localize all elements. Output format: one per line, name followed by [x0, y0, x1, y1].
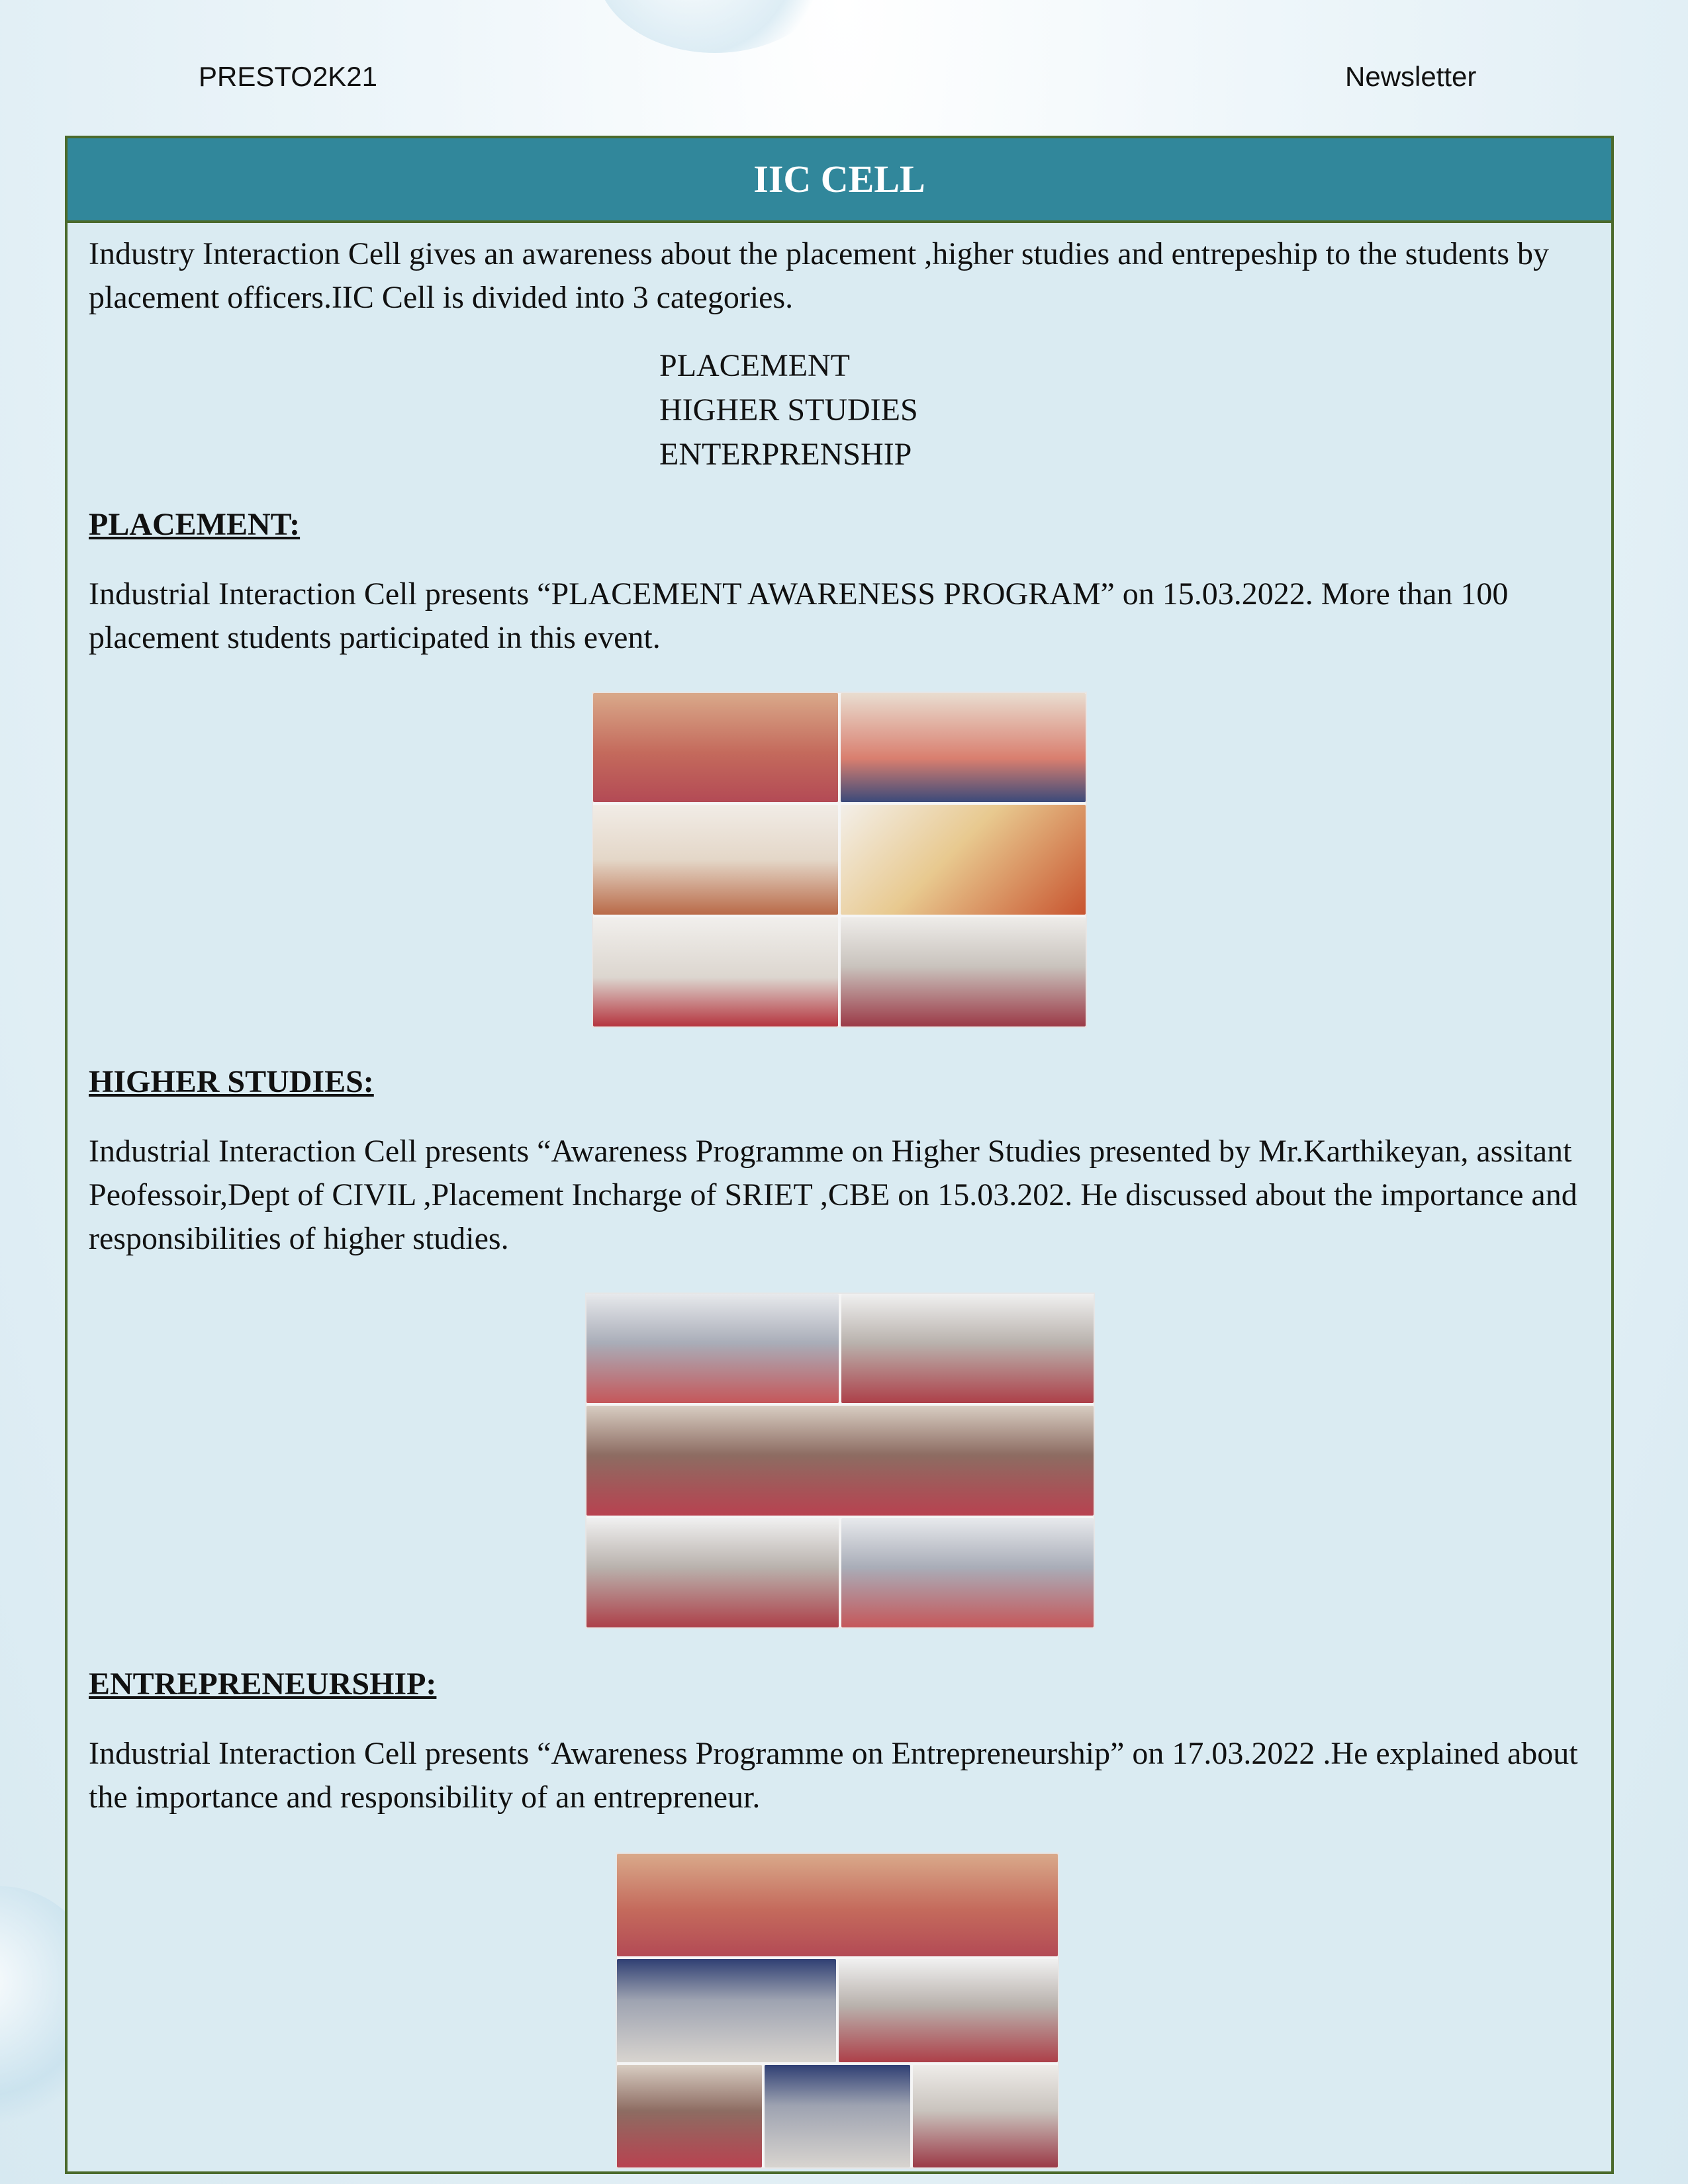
higher-studies-photo — [841, 1294, 1094, 1403]
placement-photo — [593, 805, 838, 914]
category-item: ENTERPRENSHIP — [659, 437, 912, 472]
entrepreneurship-photo — [765, 2065, 910, 2167]
entrepreneurship-photo — [617, 2065, 762, 2167]
category-item: HIGHER STUDIES — [659, 392, 918, 428]
placement-text: Industrial Interaction Cell presents “PLACEMENT AWARENESS PROGRAM” on 15.03.2022. More than 100 placement students participated in this event. — [89, 576, 1509, 655]
placement-photo — [593, 917, 838, 1026]
placement-heading: PLACEMENT: — [89, 507, 301, 542]
intro-text: Industry Interaction Cell gives an awareness about the placement ,higher studies and entrepeship to the students by placement officers.IIC Cell is divided into 3 categories. — [89, 236, 1550, 315]
placement-photo-collage — [592, 692, 1087, 1028]
placement-photo — [841, 917, 1086, 1026]
higher-studies-photo — [586, 1518, 839, 1627]
entrepreneurship-heading: ENTREPRENEURSHIP: — [89, 1666, 437, 1702]
entrepreneurship-photo — [617, 1959, 836, 2062]
higher-studies-text: Industrial Interaction Cell presents “Awareness Programme on Higher Studies presented by Mr.Karthikeyan, assitant Peofessoir,Dept of CIVIL ,Placement Incharge of SRIET ,CBE on 15.03.202. He discussed about the importance and responsibilities of higher studies. — [89, 1134, 1577, 1256]
category-item: PLACEMENT — [659, 348, 850, 383]
placement-photo — [841, 693, 1086, 802]
placement-photo — [593, 693, 838, 802]
entrepreneurship-photo — [617, 1854, 1058, 1956]
placement-photo — [841, 805, 1086, 914]
category-list — [659, 343, 918, 477]
header-left-title: PRESTO2K21 — [199, 61, 378, 92]
entrepreneurship-photo-collage — [616, 1852, 1059, 2169]
content-frame — [65, 136, 1614, 2174]
higher-studies-photo — [841, 1518, 1094, 1627]
entrepreneurship-photo — [839, 1959, 1058, 2062]
higher-studies-photo — [586, 1294, 839, 1403]
higher-studies-photo — [586, 1406, 1094, 1515]
entrepreneurship-photo — [913, 2065, 1058, 2167]
banner-title: IIC CELL — [68, 138, 1611, 223]
decorative-bubble-top — [596, 0, 834, 53]
entrepreneurship-text: Industrial Interaction Cell presents “Awareness Programme on Entrepreneurship” on 17.03.2022 .He explained about the importance and responsibility of an entrepreneur. — [89, 1736, 1578, 1815]
higher-studies-heading: HIGHER STUDIES: — [89, 1064, 374, 1099]
higher-studies-photo-collage — [585, 1293, 1095, 1629]
header-right-title: Newsletter — [1345, 61, 1477, 92]
